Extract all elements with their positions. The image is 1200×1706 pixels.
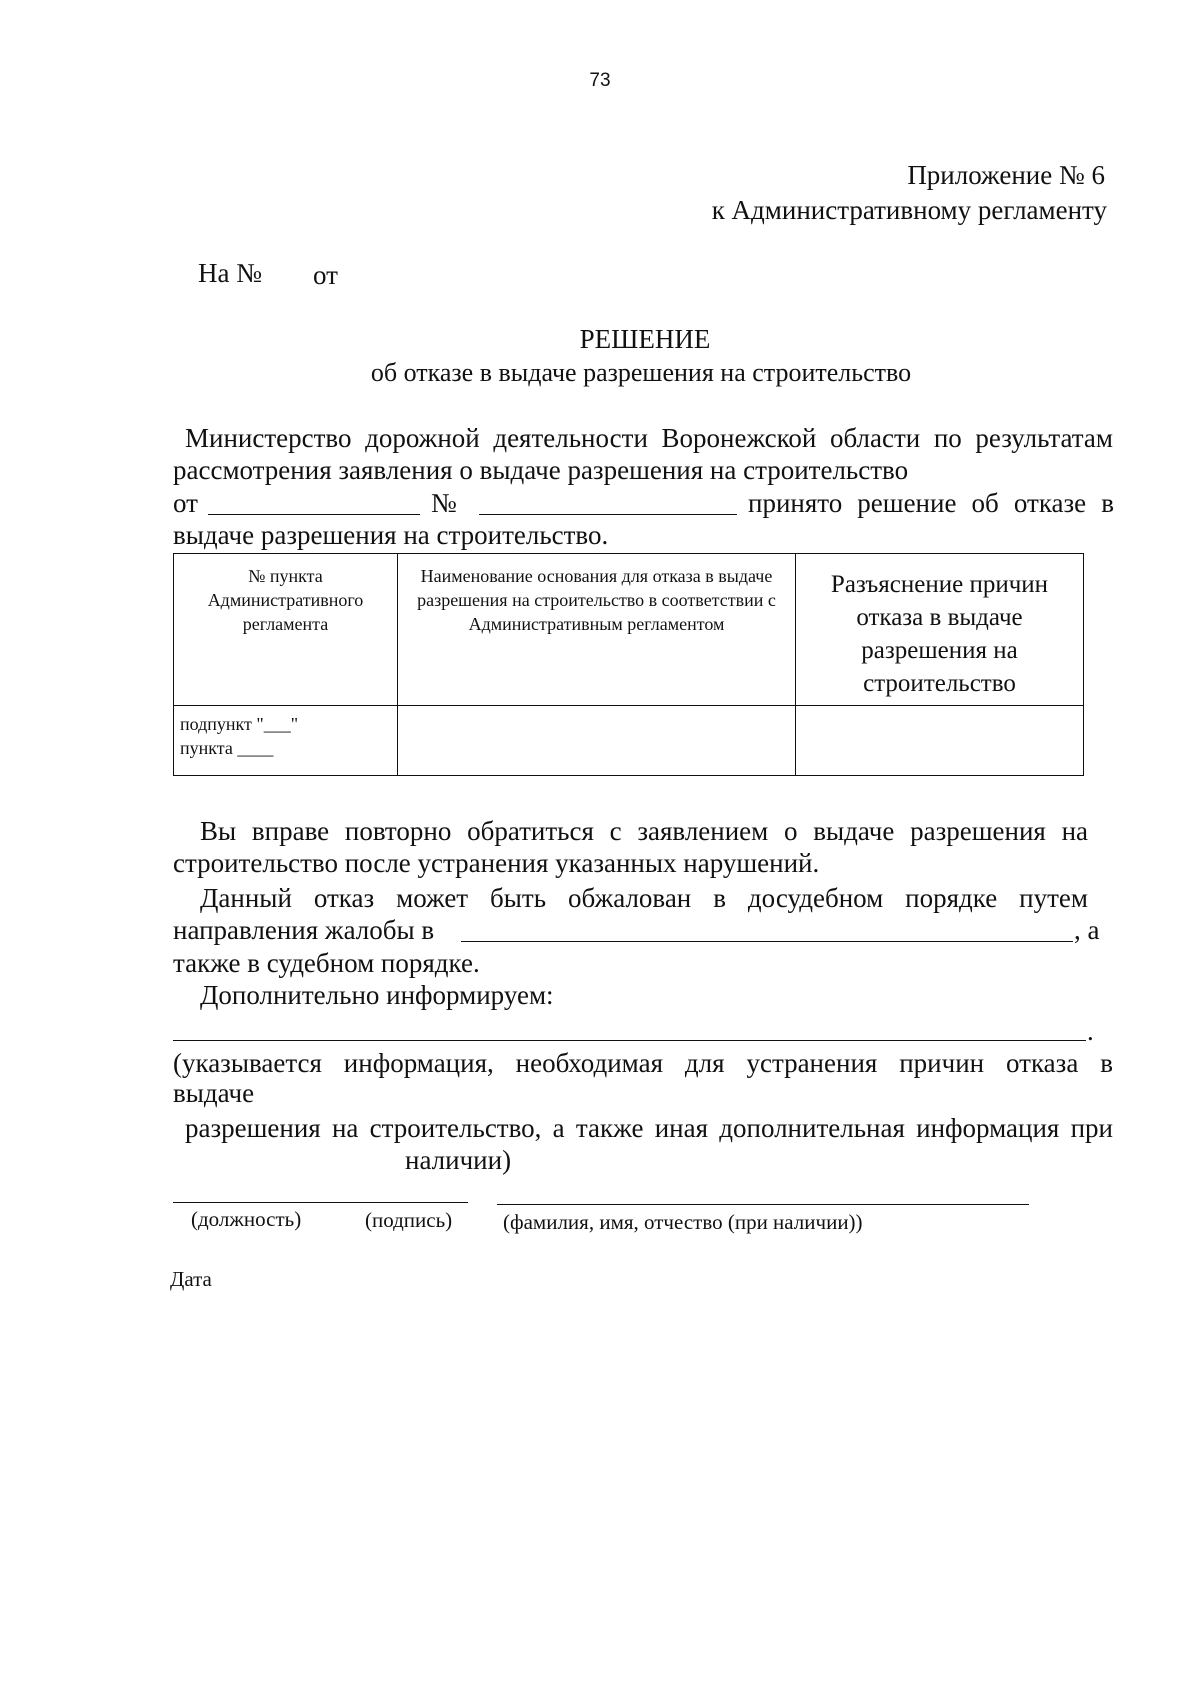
document-title: РЕШЕНИЕ [579,324,711,354]
note-line-4: наличии) [405,1145,512,1175]
intro-line-1: Министерство дорожной деятельности Воронежской области по результатам [185,423,1113,453]
paragraph-3: Дополнительно информируем: [200,980,554,1010]
paragraph-2-line-3: также в судебном порядке. [173,948,480,978]
additional-info-blank[interactable] [173,1040,1086,1041]
point-text: пункта ____ [180,738,274,758]
paragraph-2-line-2-start: направления жалобы в [173,915,435,945]
cell-point-reference[interactable] [174,706,398,776]
intro-line-4: выдаче разрешения на строительство. [173,520,609,550]
ref-date-label: от [313,260,338,290]
table-header-row [174,554,1084,706]
appendix-line-1: Приложение № 6 [907,160,1105,190]
paragraph-1-line-1: Вы вправе повторно обратиться с заявлением о выдаче разрешения на [200,816,1088,846]
application-number-blank[interactable] [479,514,737,515]
header-point-number: № пункта Административного регламента [174,554,398,706]
date-label: Дата [170,1267,212,1291]
paragraph-1-line-2: строительство после устранения указанных нарушений. [173,848,820,878]
application-date-blank[interactable] [208,514,420,515]
page-number: 73 [589,70,611,91]
intro-line-2: рассмотрения заявления о выдаче разрешения на строительство [173,455,909,485]
intro-decision-text: принято решение об отказе в [748,488,1114,518]
position-label: (должность) [191,1207,302,1231]
paragraph-2-line-2-end: , а [1074,915,1100,945]
cell-refusal-ground[interactable] [398,706,796,776]
table-row [174,706,1084,776]
signature-label: (подпись) [365,1208,453,1232]
position-signature-line[interactable] [173,1202,468,1203]
note-line-2: выдаче [173,1078,255,1108]
header-refusal-explanation: Разъяснение причин отказа в выдаче разрешения на строительство [796,554,1084,706]
note-line-1: (указывается информация, необходимая для устранения причин отказа в [173,1048,1113,1078]
appendix-line-2: к Административному регламенту [711,195,1107,225]
refusal-reasons-table [173,553,1084,776]
full-name-signature-line[interactable] [497,1204,1029,1205]
complaint-recipient-blank[interactable] [461,941,1073,942]
ref-number-label: На № [198,258,262,288]
intro-number-label: № [431,488,457,518]
header-refusal-ground: Наименование основания для отказа в выдаче разрешения на строительство в соответствии с Административным регламентом [398,554,796,706]
paragraph-2-line-1: Данный отказ может быть обжалован в досудебном порядке путем [200,883,1088,913]
cell-refusal-explanation[interactable] [796,706,1084,776]
full-name-label: (фамилия, имя, отчество (при наличии)) [503,1210,863,1234]
note-line-3: разрешения на строительство, а также иная дополнительная информация при [185,1113,1113,1143]
intro-from-label: от [173,488,198,518]
additional-info-period: . [1087,1016,1094,1046]
document-subtitle: об отказе в выдаче разрешения на строительство [370,358,912,387]
subpoint-text: подпункт "___" [180,714,299,734]
